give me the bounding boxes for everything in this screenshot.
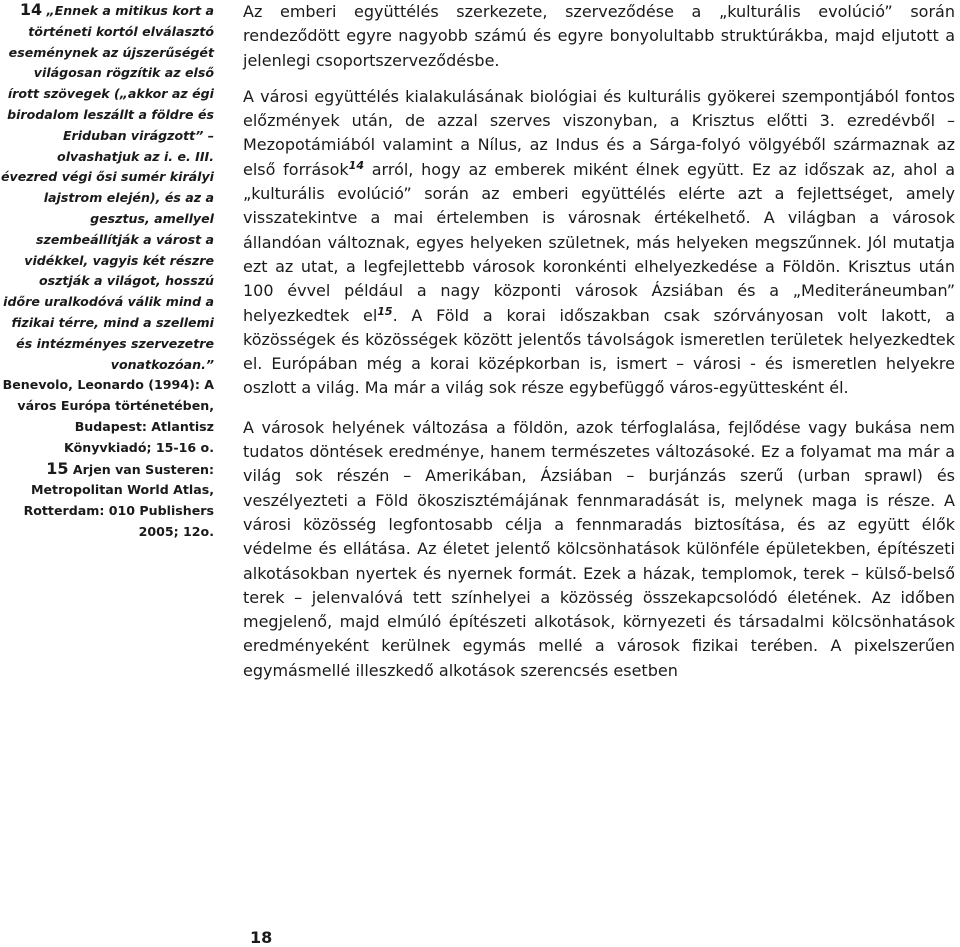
footnotes-sidebar xyxy=(0,0,214,543)
footnote-15-number: 15 xyxy=(46,458,69,478)
page-number: 18 xyxy=(250,928,273,947)
footnote-ref-15: 15 xyxy=(377,304,393,318)
main-text xyxy=(243,0,955,698)
footnote-ref-14: 14 xyxy=(348,158,364,172)
paragraph-3: A városok helyének változása a földön, azok térfoglalása, fejlődése vagy bukása nem tudatos döntések eredménye, hanem természetes változásoké. Ez a folyamat ma már a világ sok részén – Amerikában, Ázsiában – burjánzás szerű (urban sprawl) és veszélyezteti a Föld ökoszisztémájának fennmaradását is, melynek maga is része. A városi közösség legfontosabb célja a fennmaradás biztosítása, és az együtt élők védelme és ellátása. Az életet jelentő kölcsönhatások különféle épületekben, építészeti alkotásokban nyertek és nyernek formát. Ezek a házak, templomok, terek – külső-belső terek – jelenvalóvá tett színhelyei a közösség összekapcsolódó életének. Az időben megjelenő, majd elmúló építészeti alkotások, környezeti és társadalmi kölcsönhatások eredményeként kerülnek egymás mellé a városok fizikai terében. A pixelszerűen egymásmellé illeszkedő alkotások szerencsés esetben xyxy=(243,417,955,680)
footnote-15 xyxy=(0,459,214,543)
footnote-14 xyxy=(0,0,214,375)
footnote-14-quote: „Ennek a mitikus kort a történeti kortól elválasztó eseménynek az újszerűségét világosan rögzítik az első írott szövegek („akkor az égi birodalom leszállt a földre és Eriduban virágzott” – olvashatjuk az i. e. III. évezred végi ősi sumér királyi lajstrom elején), és az a gesztus, amellyel szembeállítják a várost a vidékkel, vagyis két részre osztják a világot, hosszú időre uralkodóvá válik mind a fizikai térre, mind a szellemi és intézményes szervezetre vonatkozóan.” xyxy=(0,3,214,372)
paragraph-1: Az emberi együttélés szerkezete, szerveződése a „kulturális evolúció” során rendeződött egyre nagyobb számú és egyre bonyolultabb struktúrákba, majd eljutott a jelenlegi csoportszerveződésbe. xyxy=(243,2,955,70)
footnote-15-reference: Arjen van Susteren: Metropolitan World Atlas, Rotterdam: 010 Publishers 2005; 12o. xyxy=(23,461,214,539)
footnote-14-number: 14 xyxy=(19,0,43,19)
footnote-14-reference: Benevolo, Leonardo (1994): A város Európa történetében, Budapest: Atlantisz Könyvkiadó; 15-16 o. xyxy=(2,377,214,455)
paragraph-2 xyxy=(243,85,955,401)
paragraph-2-part-1: A városi együttélés kialakulásának biológiai és kulturális gyökerei szempontjából fontos előzmények után, de azzal szerves viszonyban, a Krisztus előtti 3. ezredévből – Mezopotámiából valamint a Nílus, az Indus és a Sárga-folyó völgyéből származnak az első források xyxy=(243,86,955,179)
paragraph-2-part-2: arról, hogy az emberek miként élnek együtt. Ez az időszak az, ahol a „kulturális evolúció” során az emberi együttélés elérte azt a fejlettséget, amely visszatekintve a mai értelemben is városnak értékelhető. A világban a városok állandóan változnak, egyes helyeken születnek, más helyeken megszűnnek. Jól mutatja ezt az utat, a legfejlettebb városok koronkénti elhelyezkedése a Földön. Krisztus után 100 évvel például a nagy központi városok Ázsiában és a „Mediteráneumban” helyezkedtek el xyxy=(243,159,955,325)
paragraph-2-part-3: . A Föld a korai időszakban csak szórványosan volt lakott, a közösségek és közösségek között jelentős távolságok ismeretlen területek helyezkedtek el. Európában még a korai középkorban is, ismert – városi - és ismeretlen helyekre oszlott a világ. Ma már a világ sok része egybefüggő város-együttesként él. xyxy=(243,305,956,398)
